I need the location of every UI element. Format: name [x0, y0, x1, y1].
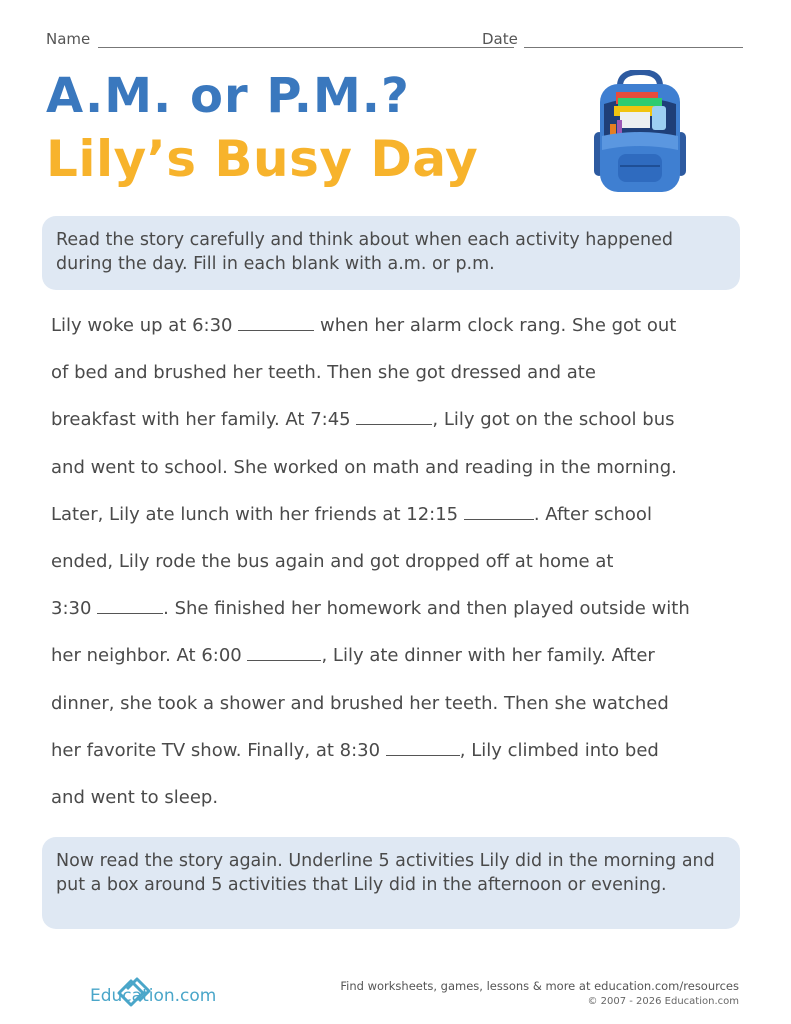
answer-blank-3-30[interactable] — [97, 599, 163, 614]
story-line — [51, 685, 751, 732]
story-text-segment: and went to sleep. — [51, 786, 219, 808]
instructions-box: Read the story carefully and think about when each activity happened during the day. Fill in each blank with a.m. or p.m. — [42, 216, 740, 290]
story-text-segment: Later, Lily ate lunch with her friends at 12:15 — [51, 503, 459, 525]
story-line — [51, 401, 751, 448]
story-text-segment: breakfast with her family. At 7:45 — [51, 409, 351, 431]
name-label: Name — [46, 30, 91, 48]
story-line — [51, 307, 751, 354]
answer-blank-12-15[interactable] — [464, 505, 534, 520]
page-subtitle: Lily’s Busy Day — [46, 130, 479, 188]
story-text-segment: , Lily got on the school bus — [432, 409, 675, 431]
backpack-icon — [590, 70, 690, 196]
answer-blank-6-00[interactable] — [247, 646, 321, 661]
story-line — [51, 449, 751, 496]
story-text-segment: , Lily climbed into bed — [459, 739, 659, 761]
page-title: A.M. or P.M.? — [46, 68, 410, 124]
story-text-segment: dinner, she took a shower and brushed her teeth. Then she watched — [51, 692, 669, 714]
footer-copyright: © 2007 - 2026 Education.com — [587, 996, 739, 1007]
story-line — [51, 543, 751, 590]
story-line — [51, 496, 751, 543]
brand-name: Education.com — [90, 986, 217, 1006]
story-text-segment: Lily woke up at 6:30 — [51, 315, 233, 336]
story-line — [51, 354, 751, 401]
story-text-segment: 3:30 — [51, 598, 92, 620]
follow-up-instructions-box: Now read the story again. Underline 5 activities Lily did in the morning and put a box around 5 activities that Lily did in the afternoon or evening. — [42, 837, 740, 929]
name-field-line[interactable] — [98, 47, 514, 48]
footer-tagline: Find worksheets, games, lessons & more at education.com/resources — [340, 979, 739, 993]
story-text-segment: , Lily ate dinner with her family. After — [321, 645, 655, 667]
story-text-segment: when her alarm clock rang. She got out — [319, 315, 677, 336]
story-text-segment: ended, Lily rode the bus again and got dropped off at home at — [51, 550, 614, 572]
answer-blank-7-45[interactable] — [356, 410, 432, 425]
name-date-row — [46, 30, 744, 52]
story-text-segment: . She finished her homework and then played outside with — [163, 598, 690, 620]
story-text-segment: her favorite TV show. Finally, at 8:30 — [51, 739, 381, 761]
story-text-segment: of bed and brushed her teeth. Then she got dressed and ate — [51, 362, 596, 384]
answer-blank-8-30[interactable] — [386, 741, 460, 756]
date-field-line[interactable] — [524, 47, 743, 48]
story-line — [51, 590, 751, 637]
story-line — [51, 637, 751, 684]
date-label: Date — [482, 30, 518, 48]
story-line — [51, 779, 751, 826]
story-text-segment: and went to school. She worked on math and reading in the morning. — [51, 456, 677, 478]
answer-blank-6-30[interactable] — [238, 316, 314, 331]
story-text-segment: her neighbor. At 6:00 — [51, 645, 242, 667]
story-text-segment: . After school — [533, 503, 652, 525]
story-text — [51, 307, 751, 826]
story-line — [51, 732, 751, 779]
